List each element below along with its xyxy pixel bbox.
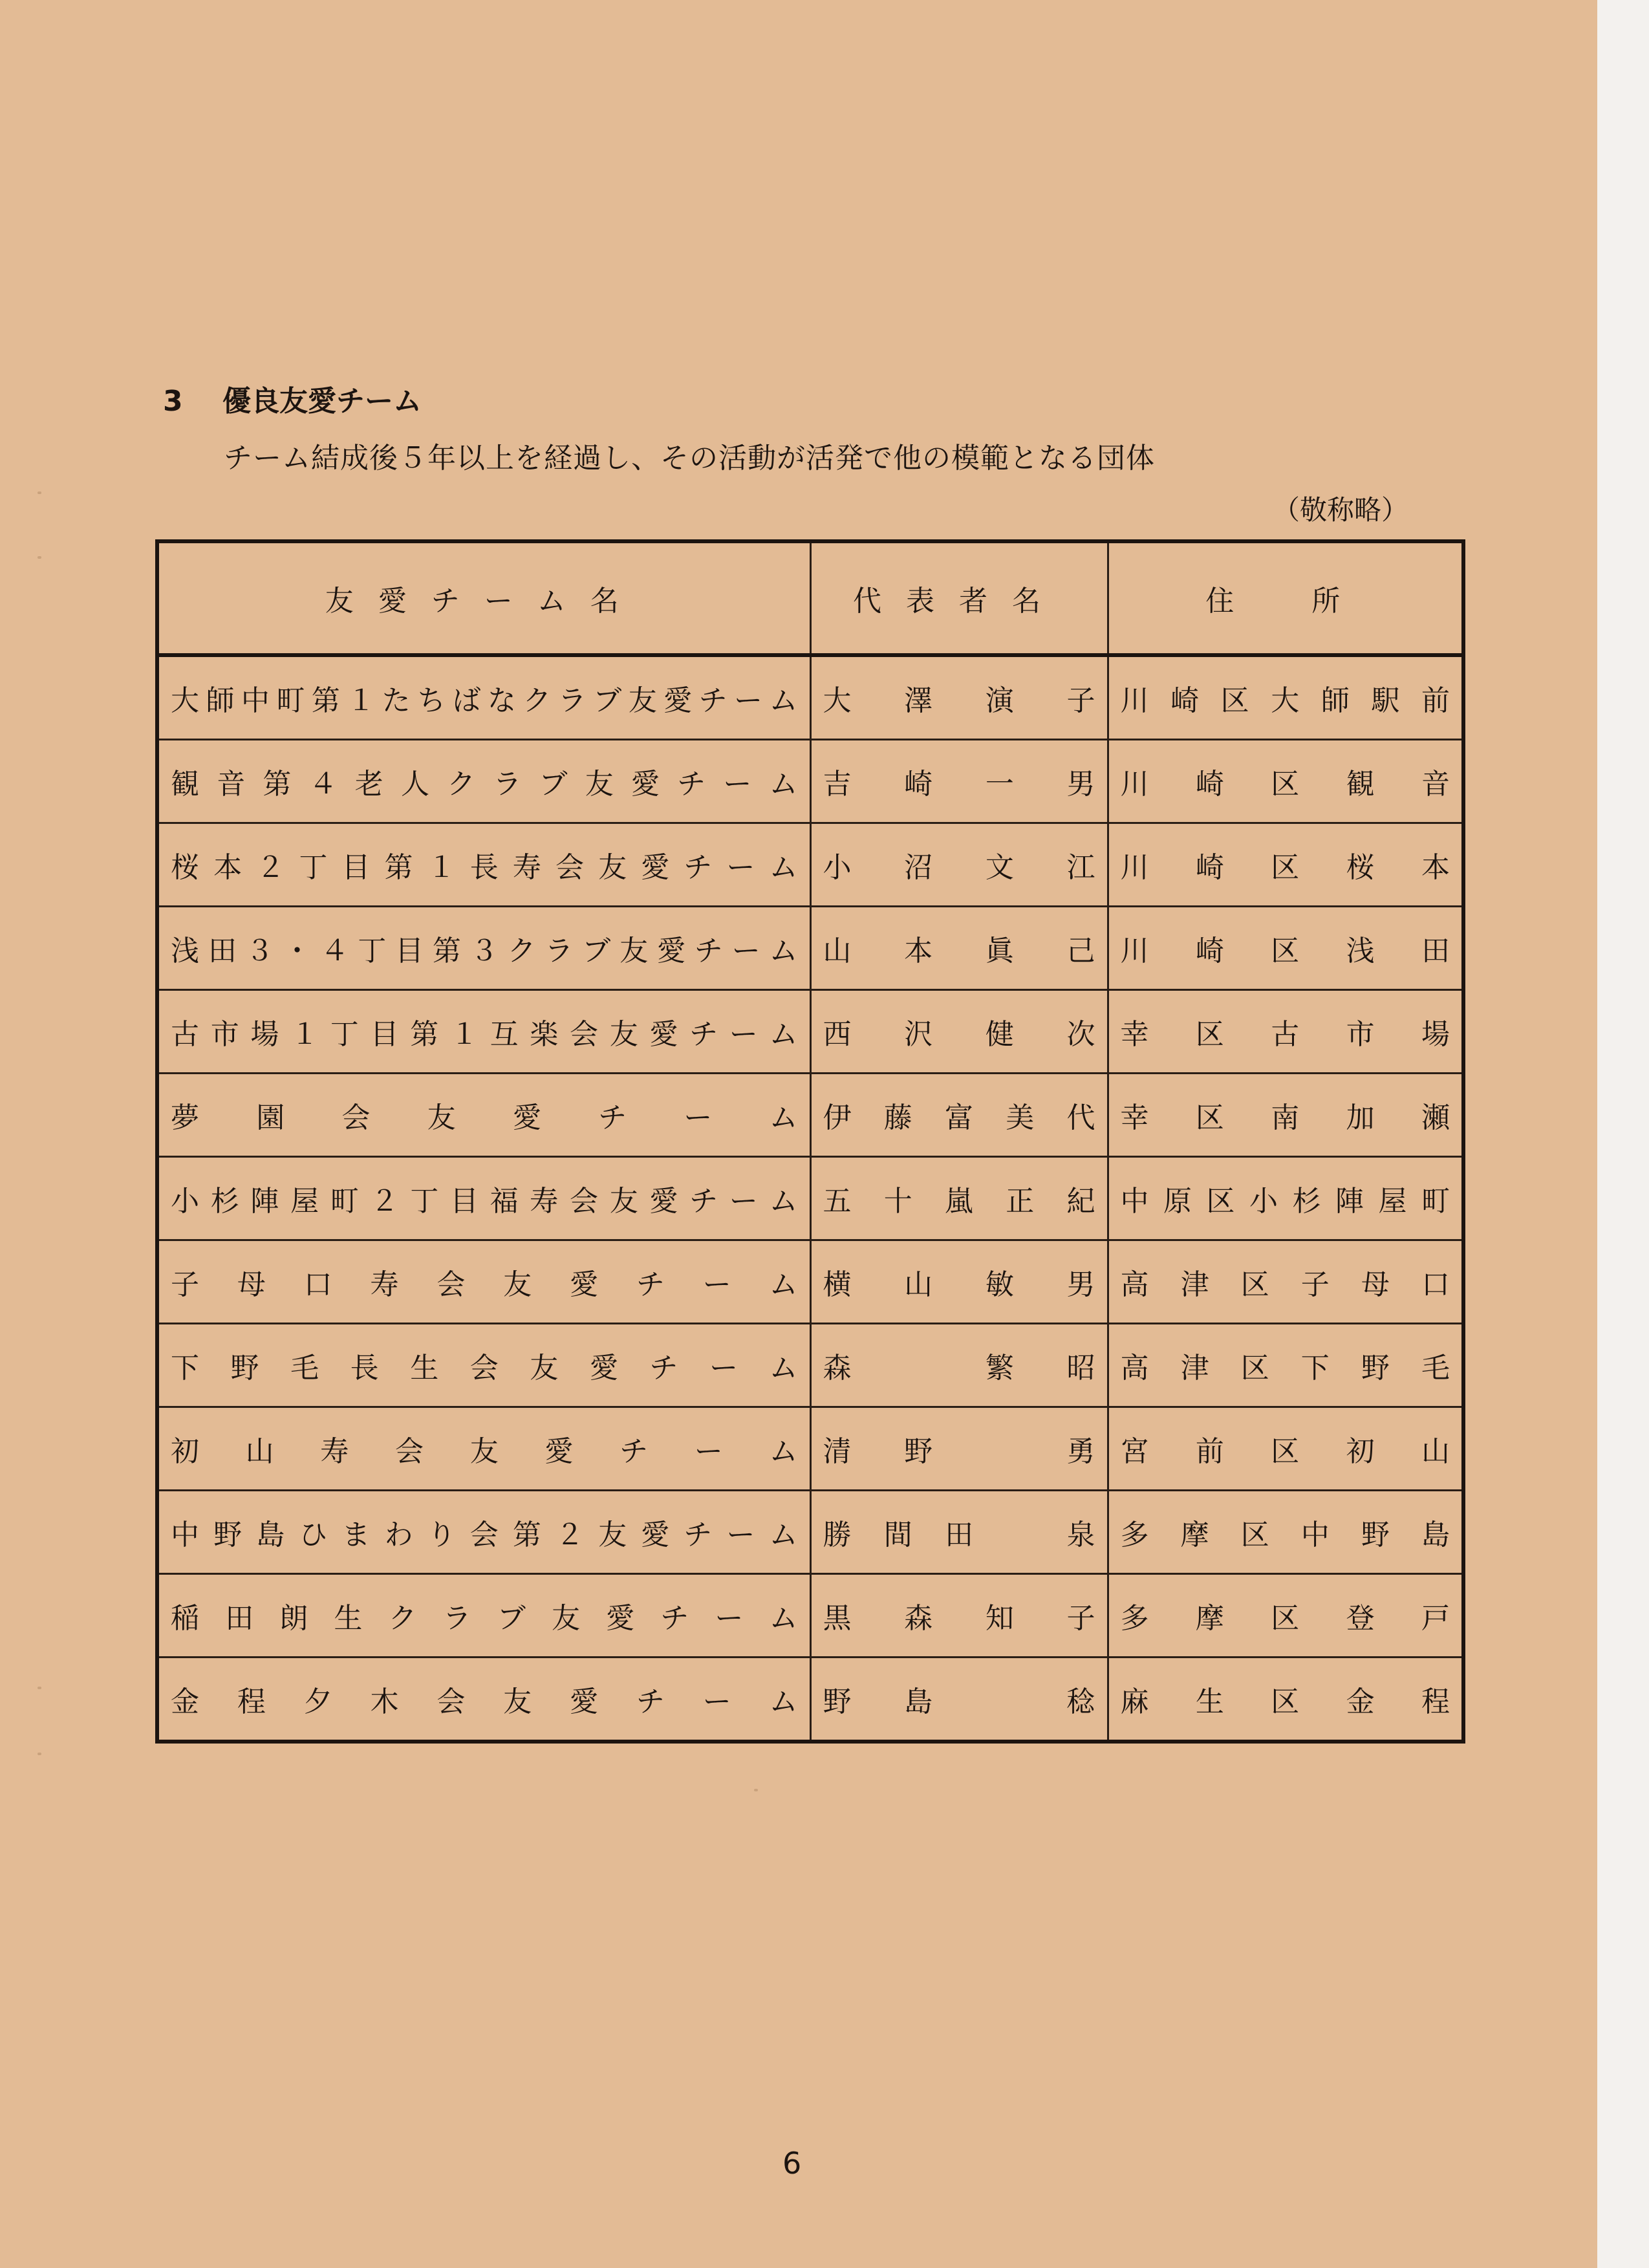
team-name-cell xyxy=(157,1574,810,1658)
team-name-cell xyxy=(157,1407,810,1491)
team-name-cell xyxy=(157,823,810,907)
table-row xyxy=(157,907,1463,990)
representative-text: 横 山 敏 男 xyxy=(823,1268,1095,1301)
team-name-cell xyxy=(157,1658,810,1742)
representative-cell xyxy=(810,1658,1108,1742)
address-text: 川 崎 区 桜 本 xyxy=(1120,851,1450,884)
table-row xyxy=(157,1574,1463,1658)
table-header-row xyxy=(157,541,1463,655)
header-address: 住 所 xyxy=(1108,541,1463,655)
header-representative: 代表者名 xyxy=(810,541,1108,655)
teams-table-container xyxy=(155,539,1461,1744)
representative-text: 吉 崎 一 男 xyxy=(823,768,1095,801)
representative-text: 清 野 勇 xyxy=(823,1435,1095,1468)
team-name-text: 稲田朗生クラブ友愛チーム xyxy=(171,1602,798,1635)
address-cell xyxy=(1108,1491,1463,1574)
section-description: チーム結成後５年以上を経過し、その活動が活発で他の模範となる団体 xyxy=(224,442,1155,475)
representative-text: 西 沢 健 次 xyxy=(823,1018,1095,1051)
team-name-cell xyxy=(157,1240,810,1324)
margin-mark xyxy=(38,1687,41,1689)
address-cell xyxy=(1108,990,1463,1074)
team-name-text: 中野島ひまわり会第２友愛チーム xyxy=(171,1518,798,1551)
representative-text: 小 沼 文 江 xyxy=(823,851,1095,884)
team-name-text: 観音第４老人クラブ友愛チーム xyxy=(171,768,798,801)
address-text: 幸 区 古 市 場 xyxy=(1120,1018,1450,1051)
address-cell xyxy=(1108,655,1463,740)
table-row xyxy=(157,1658,1463,1742)
address-text: 川 崎 区 浅 田 xyxy=(1120,934,1450,967)
team-name-text: 浅田３・４丁目第３クラブ友愛チーム xyxy=(171,934,798,967)
table-row xyxy=(157,1491,1463,1574)
representative-cell xyxy=(810,1074,1108,1157)
representative-text: 勝間田 泉 xyxy=(823,1518,1095,1551)
team-name-text: 小杉陣屋町２丁目福寿会友愛チーム xyxy=(171,1185,798,1218)
address-text: 高津区下野毛 xyxy=(1120,1352,1450,1385)
team-name-text: 桜本２丁目第１長寿会友愛チーム xyxy=(171,851,798,884)
representative-cell xyxy=(810,1157,1108,1240)
team-name-cell xyxy=(157,1074,810,1157)
address-cell xyxy=(1108,1324,1463,1407)
address-cell xyxy=(1108,1658,1463,1742)
table-row xyxy=(157,1240,1463,1324)
team-name-text: 子母口寿会友愛チーム xyxy=(171,1268,798,1301)
address-cell xyxy=(1108,823,1463,907)
team-name-text: 古市場１丁目第１互楽会友愛チーム xyxy=(171,1018,798,1051)
representative-cell xyxy=(810,1574,1108,1658)
address-text: 麻 生 区 金 程 xyxy=(1120,1685,1450,1718)
section-heading xyxy=(163,378,422,419)
team-name-cell xyxy=(157,990,810,1074)
representative-cell xyxy=(810,655,1108,740)
representative-cell xyxy=(810,823,1108,907)
representative-text: 森 繁 昭 xyxy=(823,1352,1095,1385)
address-cell xyxy=(1108,1157,1463,1240)
address-cell xyxy=(1108,907,1463,990)
team-name-cell xyxy=(157,1491,810,1574)
representative-cell xyxy=(810,1240,1108,1324)
address-cell xyxy=(1108,1407,1463,1491)
representative-text: 山 本 眞 己 xyxy=(823,934,1095,967)
table-row xyxy=(157,1157,1463,1240)
address-cell xyxy=(1108,1240,1463,1324)
address-text: 多摩区中野島 xyxy=(1120,1518,1450,1551)
team-name-cell xyxy=(157,655,810,740)
table-row xyxy=(157,740,1463,823)
address-text: 高津区子母口 xyxy=(1120,1268,1450,1301)
address-text: 中原区小杉陣屋町 xyxy=(1120,1185,1450,1218)
team-name-cell xyxy=(157,1324,810,1407)
representative-cell xyxy=(810,1324,1108,1407)
table-row xyxy=(157,1074,1463,1157)
team-name-cell xyxy=(157,740,810,823)
margin-mark xyxy=(38,556,41,559)
address-cell xyxy=(1108,1574,1463,1658)
team-name-text: 金程夕木会友愛チーム xyxy=(171,1685,798,1718)
margin-mark xyxy=(38,491,41,494)
representative-cell xyxy=(810,1491,1108,1574)
table-row xyxy=(157,655,1463,740)
representative-text: 大 澤 演 子 xyxy=(823,684,1095,717)
representative-cell xyxy=(810,740,1108,823)
representative-text: 五十嵐正紀 xyxy=(823,1185,1095,1218)
honorific-note: （敬称略） xyxy=(1273,494,1409,526)
teams-table xyxy=(155,539,1465,1744)
address-text: 川 崎 区 観 音 xyxy=(1120,768,1450,801)
team-name-text: 下野毛長生会友愛チーム xyxy=(171,1352,798,1385)
scan-edge xyxy=(1597,0,1649,2268)
table-row xyxy=(157,990,1463,1074)
page-number: 6 xyxy=(782,2146,802,2181)
representative-cell xyxy=(810,907,1108,990)
team-name-cell xyxy=(157,1157,810,1240)
address-cell xyxy=(1108,1074,1463,1157)
section-title: 優良友愛チーム xyxy=(222,385,422,418)
margin-mark xyxy=(38,1753,41,1755)
address-text: 宮 前 区 初 山 xyxy=(1120,1435,1450,1468)
team-name-text: 夢園会友愛チーム xyxy=(171,1101,798,1134)
address-text: 川崎区大師駅前 xyxy=(1120,684,1450,717)
representative-cell xyxy=(810,1407,1108,1491)
team-name-text: 初山寿会友愛チーム xyxy=(171,1435,798,1468)
table-row xyxy=(157,1407,1463,1491)
representative-text: 黒 森 知 子 xyxy=(823,1602,1095,1635)
team-name-cell xyxy=(157,907,810,990)
representative-text: 野 島 稔 xyxy=(823,1685,1095,1718)
address-cell xyxy=(1108,740,1463,823)
address-text: 多 摩 区 登 戸 xyxy=(1120,1602,1450,1635)
team-name-text: 大師中町第１たちばなクラブ友愛チーム xyxy=(171,684,798,717)
representative-cell xyxy=(810,990,1108,1074)
address-text: 幸 区 南 加 瀬 xyxy=(1120,1101,1450,1134)
section-number: 3 xyxy=(163,385,183,418)
margin-mark xyxy=(754,1789,758,1791)
header-team-name: 友愛チーム名 xyxy=(157,541,810,655)
table-row xyxy=(157,1324,1463,1407)
representative-text: 伊藤富美代 xyxy=(823,1101,1095,1134)
table-row xyxy=(157,823,1463,907)
